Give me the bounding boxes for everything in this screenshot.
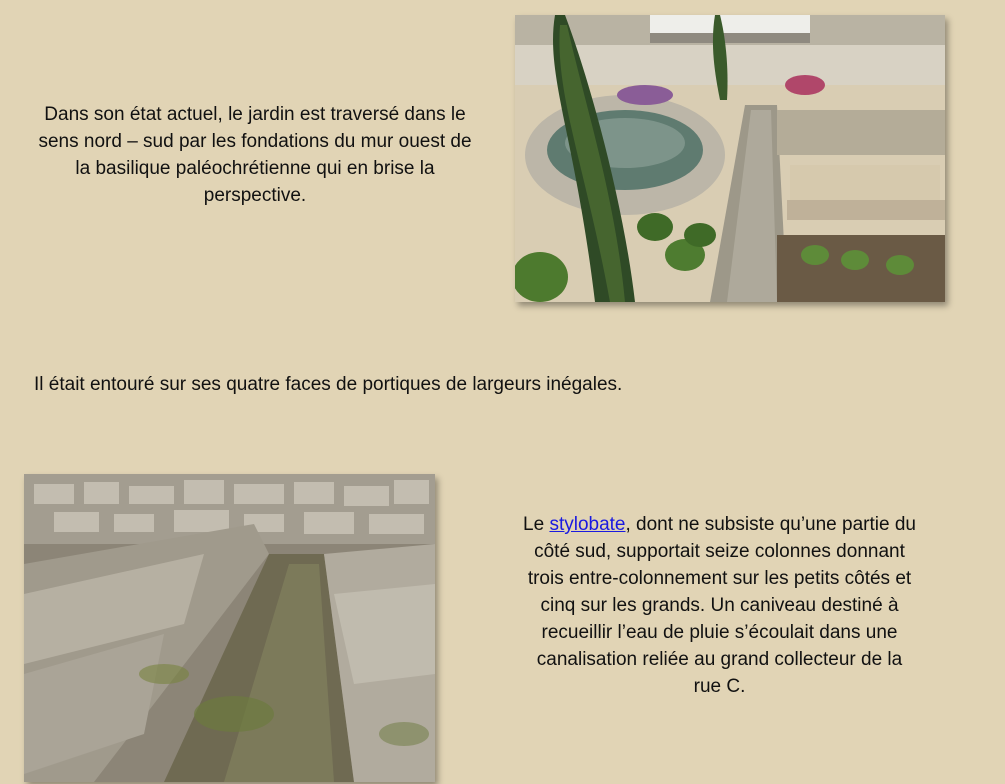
stylobate-photo-image [24, 474, 435, 782]
paragraph-portico [34, 371, 934, 398]
garden-photo-image [515, 15, 945, 302]
paragraph-portico-text: Il était entouré sur ses quatre faces de portiques de largeurs inégales. [34, 374, 623, 395]
paragraph-garden-text: Dans son état actuel, le jardin est traversé dans le sens nord – sud par les fondations du mur ouest de la basilique paléochrétienne qui en brise la perspective. [38, 104, 472, 206]
paragraph-stylobate-text: , dont ne subsiste qu’une partie du côté sud, supportait seize colonnes donnant trois entre-colonnement sur les petits côtés et cinq sur les grands. Un caniveau destiné à recueillir l’eau de pluie s’écoulait dans une canalisation reliée au grand collecteur de la rue C. [527, 514, 916, 697]
paragraph-garden-description [30, 101, 480, 209]
paragraph-stylobate [522, 511, 917, 700]
paragraph-stylobate-prefix: Le [523, 514, 550, 535]
stylobate-photo [24, 474, 435, 782]
stylobate-link[interactable]: stylobate [549, 514, 626, 535]
garden-photo [515, 15, 945, 302]
